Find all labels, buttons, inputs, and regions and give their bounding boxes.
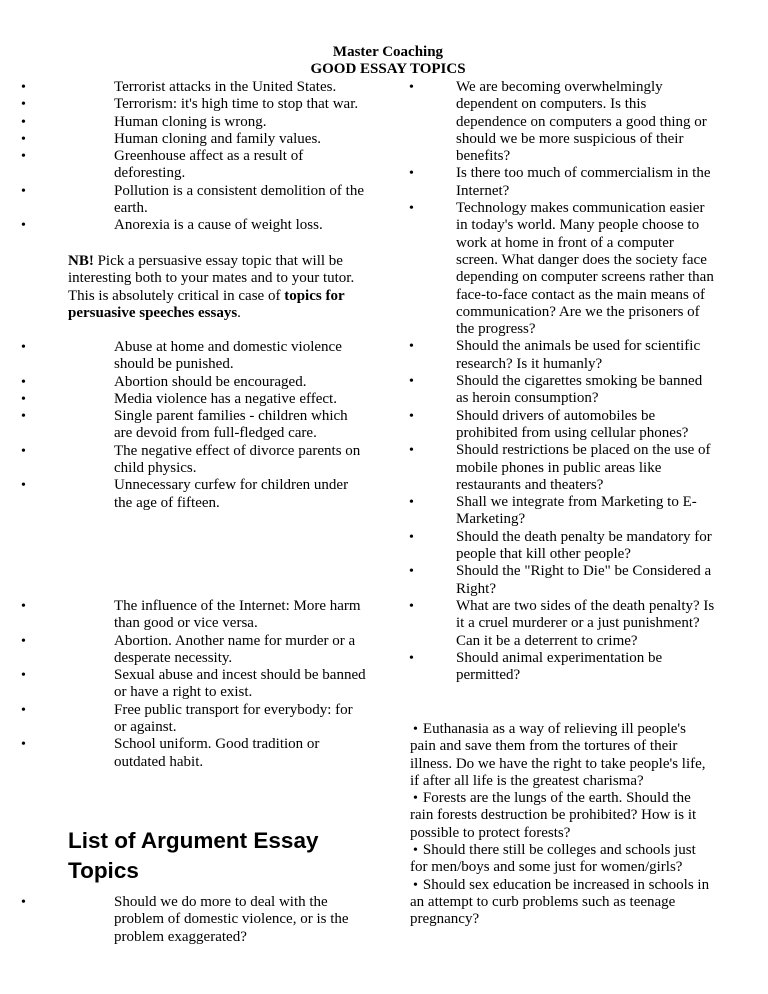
list-item: • Terrorist attacks in the United States. [0, 79, 368, 96]
nb-bold-link: topics for persuasive speeches essays [68, 287, 345, 321]
bullet-icon: • [413, 843, 418, 859]
bullet-icon: • [413, 877, 418, 893]
list-item: • Terrorism: it's high time to stop that war. [0, 96, 368, 113]
list-item: • The influence of the Internet: More harm than good or vice versa. [0, 598, 368, 633]
list-item: • Abuse at home and domestic violence should be punished. [0, 339, 368, 374]
list-item: • What are two sides of the death penalty? Is it a cruel murderer or a just punishment? Can it be a deterrent to crime? [388, 598, 718, 650]
left-list-3 [0, 598, 368, 771]
header-line-1: Master Coaching [332, 44, 444, 60]
list-item: • Pollution is a consistent demolition of the earth. [0, 183, 368, 218]
list-item: • Single parent families - children which are devoid from full-fledged care. [0, 408, 368, 443]
list-item: • Technology makes communication easier in today's world. Many people choose to work at home in front of a computer screen. What danger does the society face depending on computer screens rather than face-to-face contact as the main means of communication? Are we the prisoners of the progress? [388, 200, 718, 338]
list-item: • Media violence has a negative effect. [0, 391, 368, 408]
list-item: • Should we do more to deal with the problem of domestic violence, or is the problem exaggerated? [0, 894, 368, 946]
list-item: • Human cloning and family values. [0, 131, 368, 148]
list-item: • Unnecessary curfew for children under the age of fifteen. [0, 477, 368, 512]
header-line-2: GOOD ESSAY TOPICS [310, 61, 466, 77]
bullet-icon: • [413, 722, 418, 737]
list-item: • Should the "Right to Die" be Considered a Right? [388, 563, 718, 598]
left-list-4 [0, 894, 368, 946]
list-item: • The negative effect of divorce parents on child physics. [0, 443, 368, 478]
list-item: • Is there too much of commercialism in the Internet? [388, 165, 718, 200]
section-heading: List of Argument Essay Topics [68, 828, 319, 883]
paragraph-item: • Euthanasia as a way of relieving ill people's pain and save them from the tortures of their illness. Do we have the right to take people's life, if after all life is the greatest charisma? [410, 721, 706, 789]
list-item: • Human cloning is wrong. [0, 114, 368, 131]
left-list-2 [0, 339, 368, 512]
paragraph-item: • Should sex education be increased in schools in an attempt to curb problems such as teenage pregnancy? [410, 876, 710, 928]
list-item: • Should restrictions be placed on the use of mobile phones in public areas like restaurants and theaters? [388, 442, 718, 494]
page-header [0, 44, 768, 78]
nb-label: NB! [68, 253, 94, 269]
list-item: • We are becoming overwhelmingly dependent on computers. Is this dependence on computers a good thing or should we be more suspicious of their benefits? [388, 79, 718, 165]
list-item: • Abortion should be encouraged. [0, 374, 368, 391]
right-list-2 [410, 721, 715, 929]
paragraph-item: • Forests are the lungs of the earth. Should the rain forests destruction be prohibited? How is it possible to protect forests? [410, 790, 697, 841]
list-item: • Should the cigarettes smoking be banned as heroin consumption? [388, 373, 718, 408]
list-item: • Free public transport for everybody: for or against. [0, 702, 368, 737]
bullet-icon: • [413, 791, 418, 807]
list-item: • Shall we integrate from Marketing to E-Marketing? [388, 494, 718, 529]
list-item: • Should the animals be used for scientific research? Is it humanly? [388, 338, 718, 373]
list-item: • Should the death penalty be mandatory for people that kill other people? [388, 529, 718, 564]
list-item: • Should animal experimentation be permitted? [388, 650, 718, 685]
right-list-1 [388, 79, 718, 684]
list-item: • School uniform. Good tradition or outdated habit. [0, 736, 368, 771]
list-item: • Anorexia is a cause of weight loss. [0, 217, 368, 234]
list-item: • Should drivers of automobiles be prohibited from using cellular phones? [388, 408, 718, 443]
nb-paragraph [68, 253, 373, 322]
list-item: • Greenhouse affect as a result of deforesting. [0, 148, 368, 183]
paragraph-item: • Should there still be colleges and schools just for men/boys and some just for women/girls? [410, 842, 696, 876]
list-item: • Abortion. Another name for murder or a desperate necessity. [0, 633, 368, 668]
left-list-1 [68, 79, 368, 235]
nb-text-1: Pick a persuasive essay topic that will be interesting both to your mates and to your tutor. This is absolutely critical in case of [68, 253, 355, 304]
list-item: • Sexual abuse and incest should be banned or have a right to exist. [0, 667, 368, 702]
nb-text-2: . [237, 304, 241, 321]
